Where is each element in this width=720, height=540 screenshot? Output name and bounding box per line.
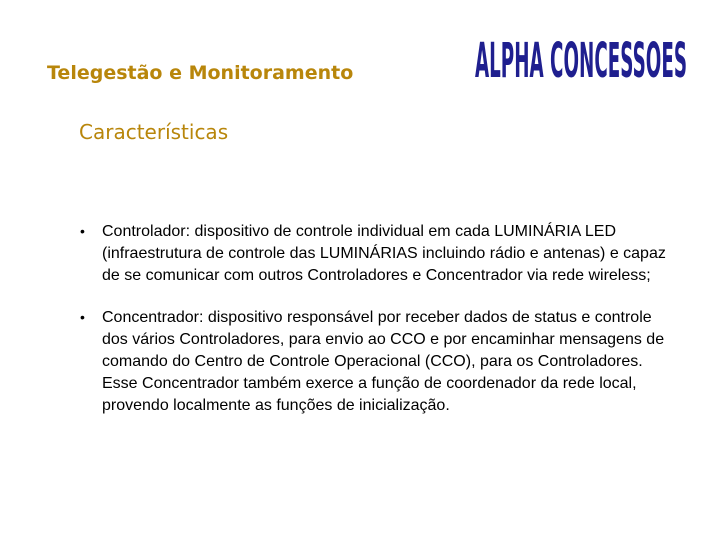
bullet-list — [80, 221, 670, 437]
alpha-concessoes-logo — [473, 24, 689, 86]
bullet-icon: • — [80, 309, 85, 326]
page-title: Telegestão e Monitoramento — [47, 62, 354, 84]
bullet-icon: • — [80, 223, 85, 239]
list-item-text: Concentrador: dispositivo responsável por receber dados de status e controle dos vários Controladores, para envio ao CCO e por encaminhar mensagens de comando do Centro de Controle Operacional (CCO), para os Controladores. Esse Concentrador também exerce a função de coordenador da rede local, provendo localmente as funções de inicialização. — [102, 309, 665, 414]
list-item — [80, 221, 670, 286]
list-item-text: Controlador: dispositivo de controle individual em cada LUMINÁRIA LED (infraestrutura de controle das LUMINÁRIAS incluindo rádio e antenas) e capaz de se comunicar com outros Controladores e Concentrador via rede wireless; — [102, 223, 666, 284]
list-item — [80, 307, 670, 416]
section-title: Características — [79, 120, 229, 144]
logo-wordmark: ALPHA CONCESSOES — [475, 33, 687, 86]
